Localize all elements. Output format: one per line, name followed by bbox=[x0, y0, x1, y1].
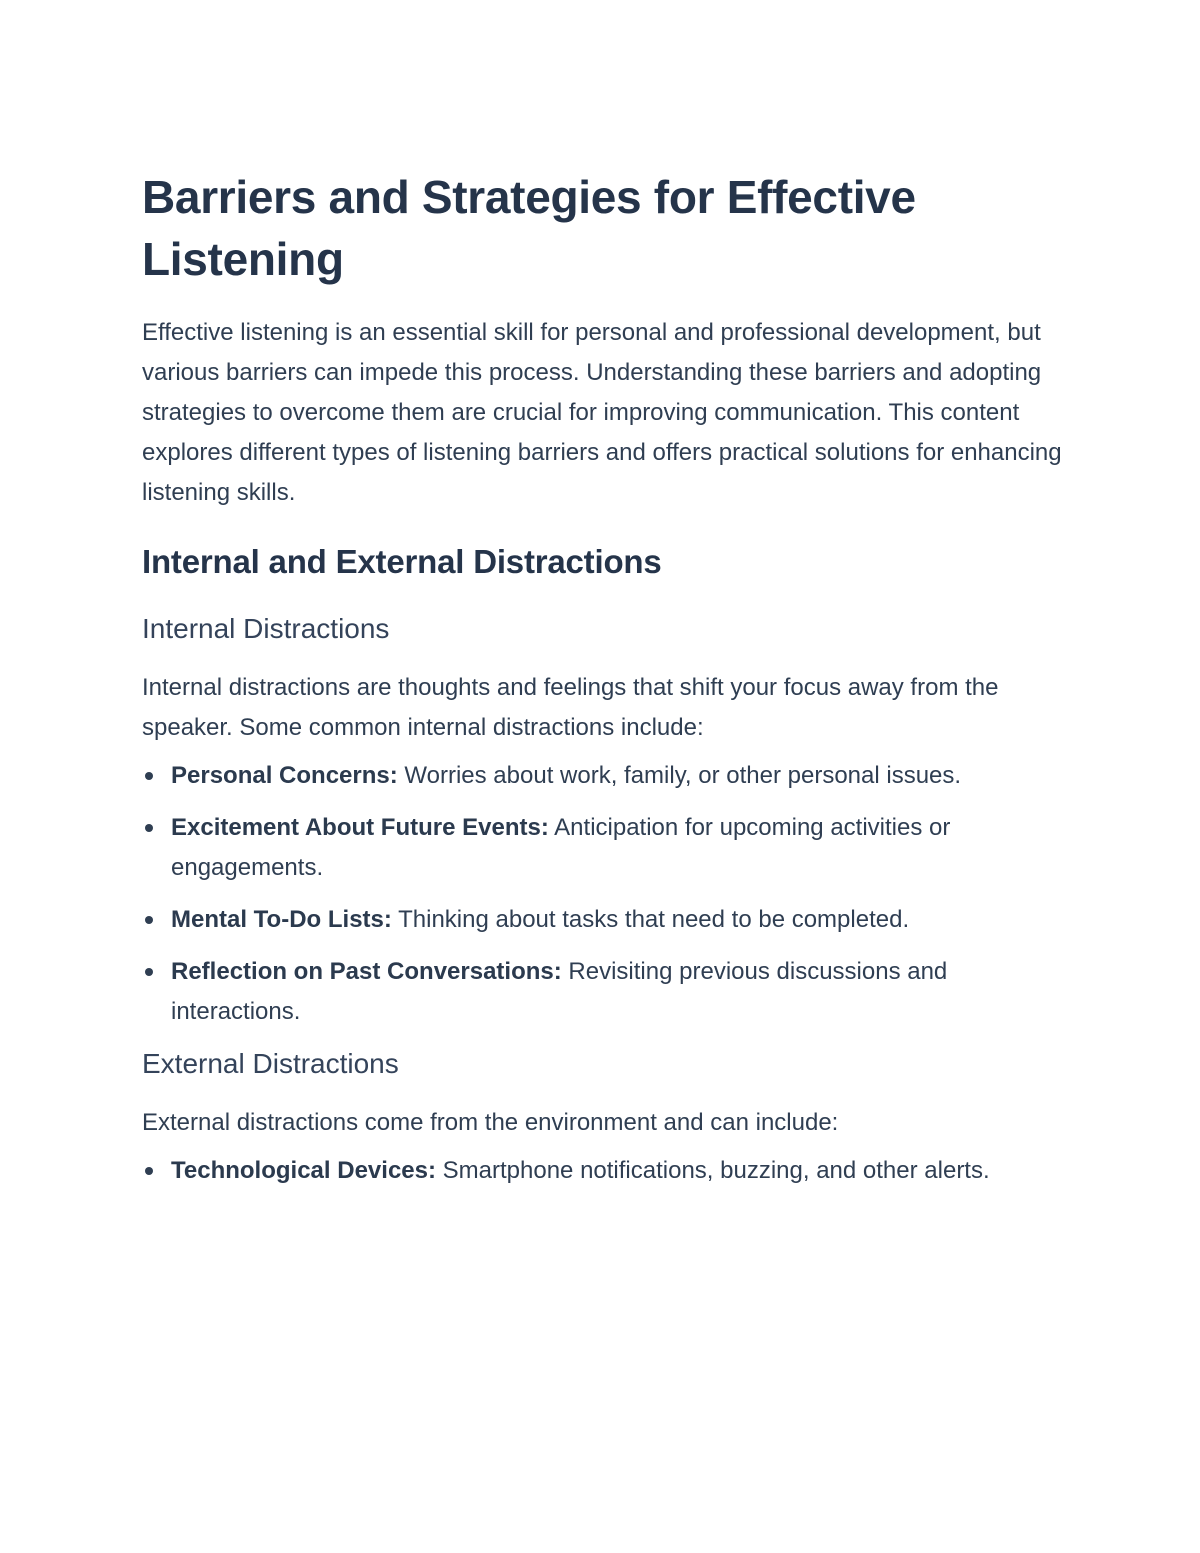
external-distractions-list bbox=[142, 1151, 1072, 1191]
list-item-term: Mental To-Do Lists: bbox=[171, 906, 392, 933]
document-page bbox=[142, 166, 1072, 1203]
list-item bbox=[142, 808, 1072, 888]
page-title: Barriers and Strategies for Effective Listening bbox=[142, 171, 916, 285]
section-heading-distractions: Internal and External Distractions bbox=[142, 543, 662, 580]
bullet-icon bbox=[145, 772, 153, 780]
internal-distractions-list bbox=[142, 756, 1072, 1032]
intro-paragraph: Effective listening is an essential skill for personal and professional development, but various barriers can impede this process. Understanding these barriers and adopting strategies to overcome them are crucial for improving communication. This content explores different types of listening barriers and offers practical solutions for enhancing listening skills. bbox=[142, 319, 1062, 506]
bullet-icon bbox=[145, 916, 153, 924]
list-item-text: Worries about work, family, or other personal issues. bbox=[404, 762, 962, 789]
list-item-text: Smartphone notifications, buzzing, and other alerts. bbox=[442, 1157, 990, 1184]
list-item bbox=[142, 952, 1072, 1032]
bullet-icon bbox=[145, 824, 153, 832]
list-item-term: Personal Concerns: bbox=[171, 762, 398, 789]
subheading-external-distractions: External Distractions bbox=[142, 1048, 399, 1079]
internal-distractions-paragraph: Internal distractions are thoughts and feelings that shift your focus away from the speaker. Some common internal distractions include: bbox=[142, 674, 999, 741]
bullet-icon bbox=[145, 1167, 153, 1175]
list-item-term: Technological Devices: bbox=[171, 1157, 436, 1184]
list-item-term: Reflection on Past Conversations: bbox=[171, 958, 562, 985]
list-item bbox=[142, 756, 1072, 796]
list-item-text: Thinking about tasks that need to be completed. bbox=[398, 906, 910, 933]
list-item bbox=[142, 900, 1072, 940]
list-item-text: Revisiting previous discussions and interactions. bbox=[171, 958, 948, 1025]
subheading-internal-distractions: Internal Distractions bbox=[142, 613, 390, 644]
list-item-text: Anticipation for upcoming activities or engagements. bbox=[171, 814, 951, 881]
bullet-icon bbox=[145, 968, 153, 976]
list-item bbox=[142, 1151, 1072, 1191]
list-item-term: Excitement About Future Events: bbox=[171, 814, 549, 841]
external-distractions-paragraph: External distractions come from the environment and can include: bbox=[142, 1109, 839, 1136]
